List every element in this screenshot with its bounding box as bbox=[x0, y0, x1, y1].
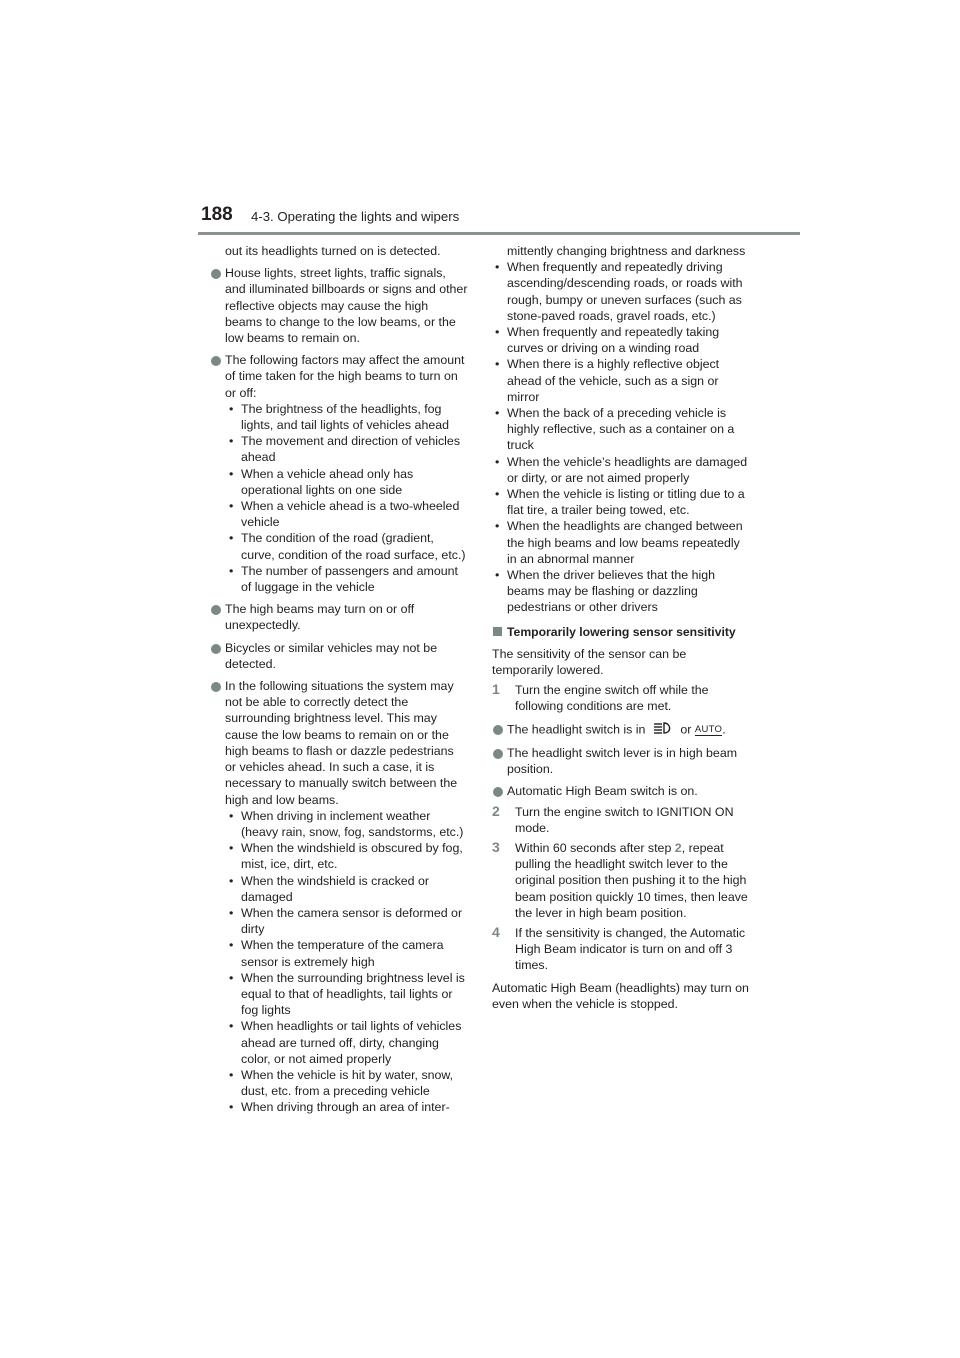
step-text: If the sensitivity is changed, the Automatic High Beam indicator is turn on and off 3 times. bbox=[515, 925, 746, 973]
bullet-icon bbox=[211, 644, 221, 654]
left-column bbox=[210, 243, 468, 1116]
step-number: 1 bbox=[492, 681, 500, 698]
bullet-icon bbox=[493, 725, 503, 735]
situation-list bbox=[210, 808, 468, 1116]
closing-paragraph: Automatic High Beam (headlights) may turn on even when the vehicle is stopped. bbox=[492, 980, 749, 1011]
section-title: 4-3. Operating the lights and wipers bbox=[251, 209, 460, 224]
bullet-paragraph bbox=[210, 265, 468, 346]
bullet-paragraph bbox=[210, 352, 468, 401]
condition-bullet: The headlight switch lever is in high beam position. bbox=[492, 745, 750, 777]
right-column bbox=[492, 243, 750, 1012]
situation-list-continued bbox=[492, 259, 750, 615]
condition-bullet: Automatic High Beam switch is on. bbox=[492, 783, 750, 799]
list-item: • When the driver believes that the high beams may be flashing or dazzling pedestrians or other drivers bbox=[495, 568, 716, 615]
step-reference: 2 bbox=[674, 840, 682, 855]
bullet-text: House lights, street lights, traffic signals, and illuminated billboards or signs and other reflective objects may cause the high beams to change to the low beams, or the low beams to remain on. bbox=[225, 266, 468, 346]
bullet-paragraph bbox=[210, 640, 468, 672]
step-text: Within 60 seconds after step 2, repeat pulling the headlight switch lever to the original position then pushing it to the high beam position quickly 10 times, then leave the lever in high beam position. bbox=[515, 840, 748, 920]
list-item: • The brightness of the headlights, fog lights, and tail lights of vehicles ahead bbox=[229, 401, 450, 433]
bullet-text: The high beams may turn on or off unexpectedly. bbox=[225, 602, 415, 633]
list-item: • The number of passengers and amount of luggage in the vehicle bbox=[229, 563, 458, 595]
condition-bullet: The headlight switch is in or AUTO. bbox=[492, 721, 750, 739]
list-item: • When the vehicle’s headlights are damaged or dirty, or are not aimed properly bbox=[495, 454, 748, 485]
bullet-paragraph bbox=[210, 678, 468, 808]
list-item: • When the temperature of the camera sensor is extremely high bbox=[229, 938, 444, 969]
list-item: • When the camera sensor is deformed or dirty bbox=[229, 905, 463, 937]
bullet-paragraph bbox=[210, 601, 468, 633]
headlight-icon bbox=[652, 721, 674, 739]
section-subheading: Temporarily lowering sensor sensitivity bbox=[492, 624, 750, 640]
square-bullet-icon bbox=[493, 627, 502, 636]
bullet-icon bbox=[493, 787, 503, 797]
list-item: • When driving through an area of inter- bbox=[229, 1100, 450, 1115]
list-item: • When there is a highly reflective object ahead of the vehicle, such as a sign or mirror bbox=[495, 357, 720, 404]
list-item: • When frequently and repeatedly taking curves or driving on a winding road bbox=[495, 325, 720, 356]
list-item: • When the headlights are changed between the high beams and low beams repeatedly in an abnormal manner bbox=[495, 519, 743, 566]
list-item: • When the windshield is obscured by fog, mist, ice, dirt, etc. bbox=[229, 841, 463, 872]
bullet-text: Bicycles or similar vehicles may not be detected. bbox=[225, 640, 438, 671]
step-number: 4 bbox=[492, 923, 500, 940]
bullet-icon bbox=[211, 605, 221, 615]
continuation-text: out its headlights turned on is detected. bbox=[225, 244, 441, 258]
auto-icon: AUTO bbox=[694, 724, 723, 736]
list-item: • When driving in inclement weather (heavy rain, snow, fog, sandstorms, etc.) bbox=[229, 808, 464, 839]
bullet-icon bbox=[211, 269, 221, 279]
list-item: • When headlights or tail lights of vehicles ahead are turned off, dirty, changing color, or not aimed properly bbox=[229, 1019, 462, 1066]
bullet-text: In the following situations the system may not be able to correctly detect the surrounding brightness level. This may cause the low beams to remain on or the high beams to flash or dazzle pedestrians or vehicles ahead. In such a case, it is necessary to manually switch between the high and low beams. bbox=[225, 679, 458, 807]
intro-paragraph: The sensitivity of the sensor can be temporarily lowered. bbox=[492, 646, 687, 678]
header-rule bbox=[198, 232, 800, 235]
list-item: • The movement and direction of vehicles ahead bbox=[229, 434, 461, 465]
list-item: • When a vehicle ahead is a two-wheeled vehicle bbox=[229, 499, 460, 530]
bullet-icon bbox=[211, 682, 221, 692]
list-item: • When the windshield is cracked or damaged bbox=[229, 873, 430, 904]
step-2 bbox=[492, 804, 750, 836]
bullet-icon bbox=[211, 356, 221, 366]
list-item: • When the vehicle is listing or titling due to a flat tire, a trailer being towed, etc. bbox=[495, 487, 745, 518]
list-item: • When the vehicle is hit by water, snow, dust, etc. from a preceding vehicle bbox=[229, 1067, 454, 1099]
list-item: • When frequently and repeatedly driving ascending/descending roads, or roads with rough, bumpy or uneven surfaces (such as stone-paved roads, gravel roads, etc.) bbox=[495, 260, 743, 323]
list-item: • The condition of the road (gradient, curve, condition of the road surface, etc.) bbox=[229, 531, 466, 562]
list-item: • When the surrounding brightness level is equal to that of headlights, tail lights or fog lights bbox=[229, 970, 465, 1018]
step-text: Turn the engine switch off while the following conditions are met. bbox=[515, 683, 709, 714]
step-number: 3 bbox=[492, 838, 500, 855]
list-item: • When a vehicle ahead only has operational lights on one side bbox=[229, 466, 414, 497]
page-header bbox=[198, 203, 800, 233]
continuation-text: mittently changing brightness and darkness bbox=[507, 244, 746, 258]
step-3 bbox=[492, 840, 750, 921]
page-number: 188 bbox=[201, 204, 233, 225]
step-text: Turn the engine switch to IGNITION ON mode. bbox=[515, 804, 734, 835]
factor-list bbox=[210, 401, 468, 595]
bullet-icon bbox=[493, 749, 503, 759]
step-4 bbox=[492, 925, 750, 974]
list-item: • When the back of a preceding vehicle is highly reflective, such as a container on a truck bbox=[495, 406, 735, 453]
bullet-text: The following factors may affect the amount of time taken for the high beams to turn on or off: bbox=[225, 353, 465, 400]
step-number: 2 bbox=[492, 802, 500, 819]
step-1 bbox=[492, 682, 750, 714]
